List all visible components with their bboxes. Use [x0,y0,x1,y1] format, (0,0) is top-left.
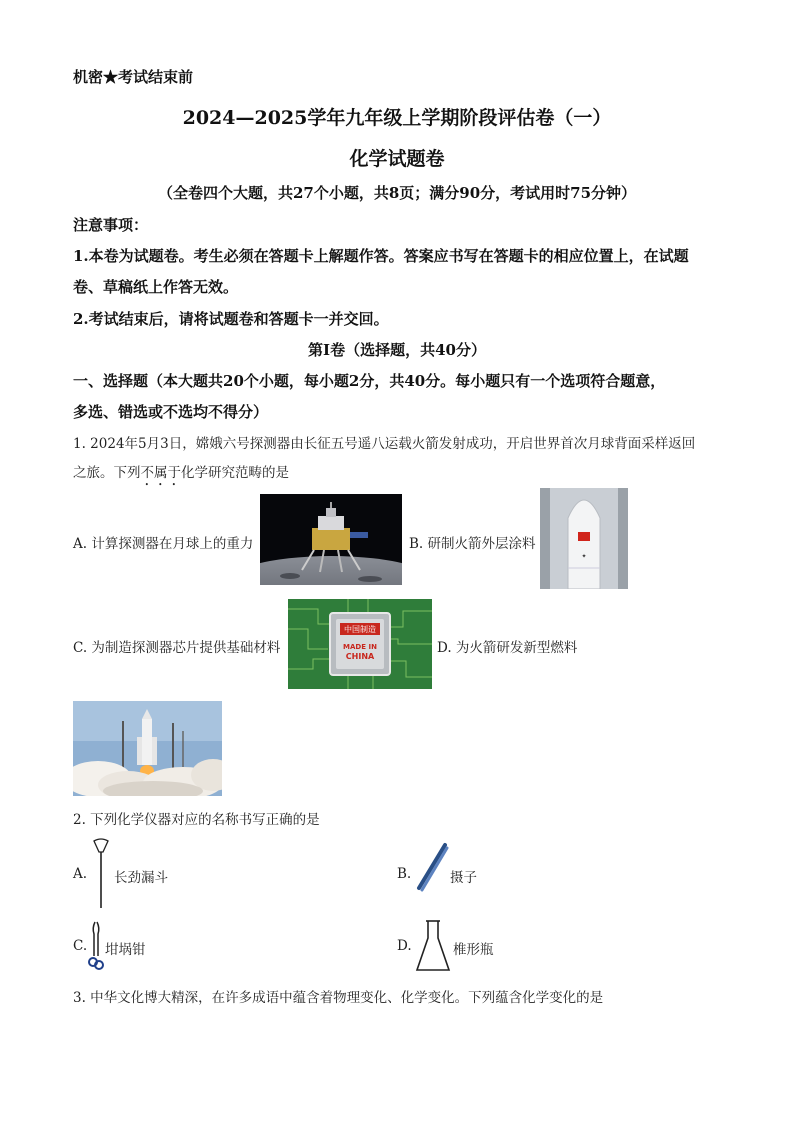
conical-flask-icon [414,918,452,974]
note-item-1-cont: 卷、草稿纸上作答无效。 [73,278,239,296]
q2-option-b-letter: B. [397,866,412,882]
q1-option-a: A. 计算探测器在月球上的重力 [73,536,254,552]
q2-option-c-letter: C. [73,938,88,954]
part-heading: 第Ⅰ卷（选择题，共40分） [308,341,486,359]
tweezers-icon [413,842,449,894]
crucible-tongs-icon [88,920,104,972]
q1-stem-cont: 之旅。下列不属于化学研究范畴的是 [73,465,289,481]
q1-stem: 1. 2024年5月3日，嫦娥六号探测器由长征五号遥八运载火箭发射成功，开启世界首次月球背面采样返回 [73,436,696,452]
svg-text:✦: ✦ [581,553,587,560]
q1-option-d: D. 为火箭研发新型燃料 [437,640,578,656]
q1-emphasis: 不属于 [140,465,181,481]
exam-info: （全卷四个大题，共27个小题，共8页；满分90分，考试用时75分钟） [157,184,637,202]
q2-option-c-name: 坩埚钳 [105,942,146,958]
chip-label-china: CHINA [345,652,375,661]
q2-option-d-name: 椎形瓶 [453,942,494,958]
long-neck-funnel-icon [90,838,112,910]
section-instructions-cont: 多选、错选或不选均不得分） [73,403,269,421]
lunar-lander-image [260,494,402,585]
chip-image [288,599,432,689]
q1-option-b: B. 研制火箭外层涂料 [409,536,536,552]
q2-option-a-letter: A. [73,866,88,882]
q3-stem: 3. 中华文化博大精深，在许多成语中蕴含着物理变化、化学变化。下列蕴含化学变化的是 [73,990,604,1006]
rocket-launch-image [73,701,222,796]
q1-option-c: C. 为制造探测器芯片提供基础材料 [73,640,281,656]
chip-label-made-in: MADE IN [343,643,377,651]
q2-option-a-name: 长劲漏斗 [114,870,168,886]
exam-title: 2024—2025学年九年级上学期阶段评估卷（一） [182,107,612,129]
confidential-label: 机密★考试结束前 [73,68,194,86]
subject-title: 化学试题卷 [349,148,445,170]
rocket-fairing-image [540,488,628,589]
chip-label-cn: 中国制造 [344,625,376,634]
q2-stem: 2. 下列化学仪器对应的名称书写正确的是 [73,812,320,828]
notes-heading: 注意事项： [73,216,149,234]
section-instructions: 一、选择题（本大题共20个小题，每小题2分，共40分。每小题只有一个选项符合题意， [73,372,666,390]
q2-option-d-letter: D. [397,938,412,954]
note-item-1: 1.本卷为试题卷。考生必须在答题卡上解题作答。答案应书写在答题卡的相应位置上，在试题 [73,247,689,265]
note-item-2: 2.考试结束后，请将试题卷和答题卡一并交回。 [73,310,389,328]
q2-option-b-name: 摄子 [450,870,477,886]
